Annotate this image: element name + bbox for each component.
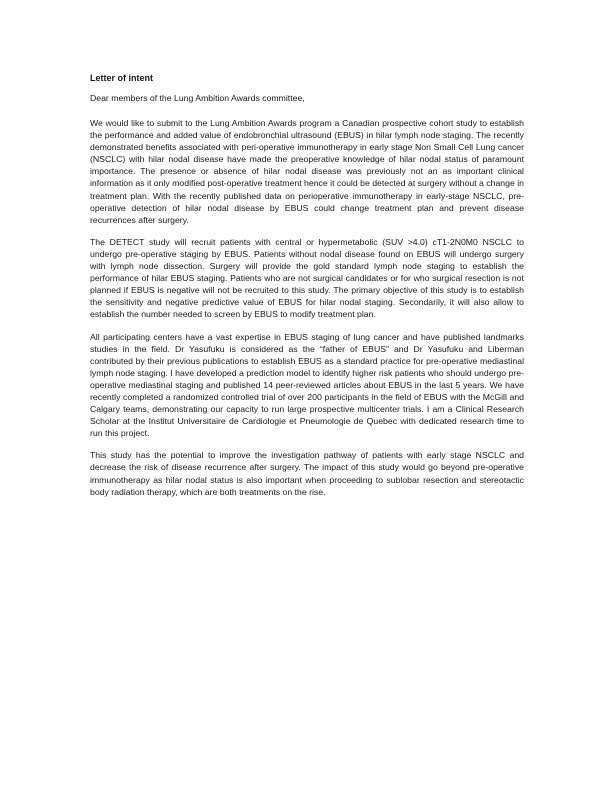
paragraph-impact: This study has the potential to improve the investigation pathway of patients with early stage NSCLC and decrease the risk of disease recurrence after surgery. The impact of this study would go beyond pre-operative immunotherapy as hilar nodal status is also important when proceeding to sublobar resection and stereotactic body radiation therapy, which are both treatments on the rise. (90, 450, 524, 497)
paragraph-expertise: All participating centers have a vast expertise in EBUS staging of lung cancer and have published landmarks studies in the field. Dr Yasufuku is considered as the “father of EBUS” and Dr Yasufuku and Liberman contributed by their previous publications to establish EBUS as a standard practice for pre-operative mediastinal lymph node staging. I have developed a prediction model to identify higher risk patients who should undergo pre-operative mediastinal staging and published 14 peer-reviewed articles about EBUS in the last 5 years. We have recently completed a randomized controlled trial of over 200 participants in the field of EBUS with the McGill and Calgary teams, demonstrating our capacity to run large prospective multicenter trials. I am a Clinical Research Scholar at the Institut Universitaire de Cardiologie et Pneumologie de Quebec with dedicated research time to run this project. (90, 331, 524, 439)
paragraph-introduction: We would like to submit to the Lung Ambition Awards program a Canadian prospective cohort study to establish the performance and added value of endobronchial ultrasound (EBUS) in hilar lymph node staging. The recently demonstrated benefits associated with peri-operative immunotherapy in early stage Non Small Cell Lung cancer (NSCLC) with hilar nodal disease have made the preoperative knowledge of hilar nodal status of paramount importance. The presence or absence of hilar nodal disease was previously not an as important clinical information as it only modified post-operative treatment hence it could be detected at surgery without a change in treatment plan. With the recently published data on perioperative immunotherapy in early-stage NSCLC, pre-operative detection of hilar nodal disease by EBUS could change treatment plan and prevent disease recurrences after surgery. (90, 118, 524, 225)
letter-title: Letter of intent (90, 73, 153, 83)
paragraph-study-design: The DETECT study will recruit patients with central or hypermetabolic (SUV >4.0) cT1-2N0M0 NSCLC to undergo pre-operative staging by EBUS. Patients without nodal disease found on EBUS will undergo surgery with lymph node dissection. Surgery will provide the gold standard lymph node staging to establish the performance of hilar EBUS staging. Patients who are not surgical candidates or for who surgical resection is not planned if EBUS is negative will not be recruited to this study. The primary objective of this study is to establish the sensitivity and negative predictive value of EBUS for hilar nodal staging. Secondarily, it will also allow to establish the number needed to screen by EBUS to modify treatment plan. (90, 236, 524, 320)
letter-page (90, 72, 524, 508)
salutation: Dear members of the Lung Ambition Awards committee, (90, 93, 305, 103)
